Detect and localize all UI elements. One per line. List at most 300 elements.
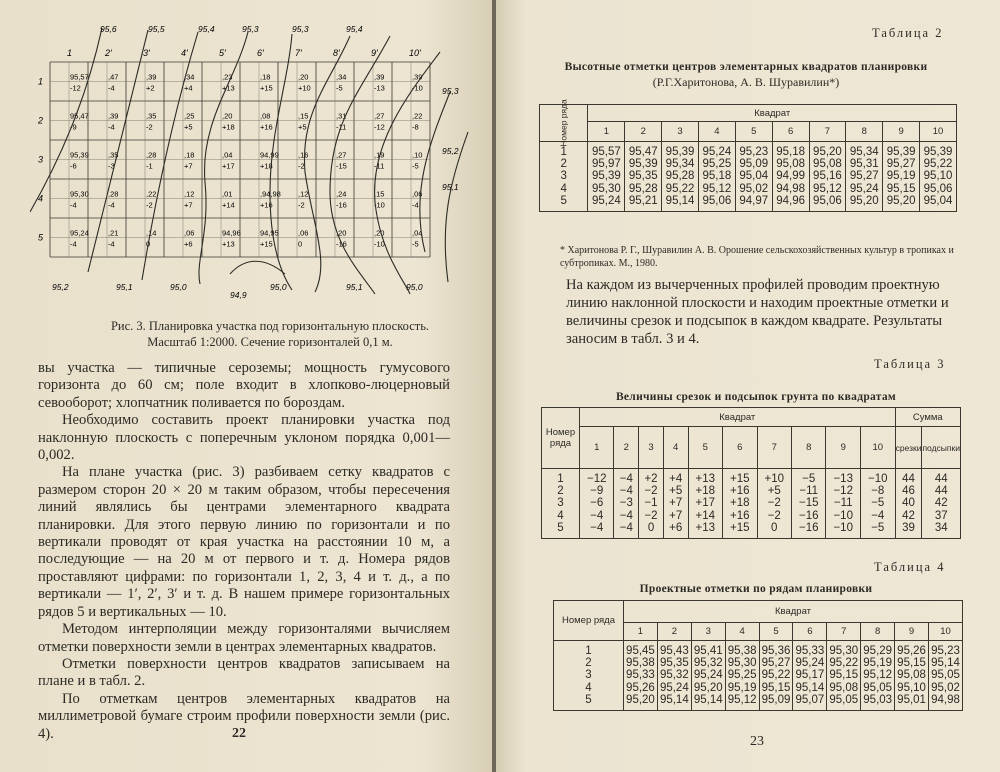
table4-title: Проектные отметки по рядам планировки xyxy=(639,583,873,595)
data-column xyxy=(792,469,826,539)
table-cell: 95,05 xyxy=(829,693,859,706)
contour-label: 95,4 xyxy=(198,24,215,34)
figure-caption xyxy=(60,318,480,350)
data-column xyxy=(691,641,725,711)
row-number: 3 xyxy=(557,497,564,510)
data-column xyxy=(580,469,614,539)
contour-label: 95,5 xyxy=(148,24,165,34)
table-cell: 95,22 xyxy=(761,669,791,682)
sum-header: Сумма xyxy=(895,408,960,427)
cell-cut-fill: +7 xyxy=(184,200,193,210)
table-cell: 95,32 xyxy=(659,669,689,682)
cell-cut-fill: +16 xyxy=(260,122,273,132)
table-cell: 95,08 xyxy=(776,158,805,171)
cell-elevation: ,31 xyxy=(336,111,347,121)
column-header: 1 xyxy=(580,427,614,469)
data-column xyxy=(883,142,920,212)
row-label: 5 xyxy=(38,232,44,243)
row-number: 5 xyxy=(585,693,592,706)
column-label: 8′ xyxy=(333,48,340,58)
cell-elevation: 94,95 xyxy=(260,228,279,238)
sum-cell: 44 xyxy=(902,473,915,485)
data-column xyxy=(920,142,957,212)
table-cell: 95,18 xyxy=(776,146,805,158)
table-cell: 95,07 xyxy=(795,693,825,706)
cell-elevation: ,24 xyxy=(336,189,347,199)
sum-cell: 37 xyxy=(934,509,948,522)
column-header: 2 xyxy=(657,623,691,641)
column-header: 7 xyxy=(827,623,861,641)
column-label: 2′ xyxy=(105,48,112,58)
cell-cut-fill: -4 xyxy=(108,239,115,249)
cell-cut-fill: -15 xyxy=(336,161,347,171)
cell-elevation: 95,24 xyxy=(70,228,89,238)
table-cell: −15 xyxy=(798,497,819,510)
table-cell: +13 xyxy=(695,521,716,534)
table-cell: −10 xyxy=(833,509,853,522)
table-cell: 95,21 xyxy=(628,194,658,207)
data-column xyxy=(929,641,963,711)
contour-label: 95,4 xyxy=(346,24,363,34)
data-column xyxy=(772,142,809,212)
cell-cut-fill: +2 xyxy=(146,83,155,93)
cell-cut-fill: -4 xyxy=(412,200,419,210)
table-cell: 95,04 xyxy=(739,170,769,183)
table-cell: 95,33 xyxy=(795,645,825,657)
data-column xyxy=(624,641,658,711)
table-cell: 95,34 xyxy=(665,158,695,171)
table-cell: 95,14 xyxy=(795,681,825,694)
cell-cut-fill: -4 xyxy=(108,122,115,132)
table-cell: 95,39 xyxy=(628,158,658,171)
paragraph: Необходимо составить проект планировки участка под наклонную плоскость с поперечным уклоном порядка 0,001—0,002. xyxy=(38,412,450,464)
cell-cut-fill: -16 xyxy=(336,200,347,210)
cell-cut-fill: +15 xyxy=(260,83,273,93)
cell-cut-fill: -5 xyxy=(412,161,419,171)
cell-elevation: 95,57 xyxy=(70,72,89,82)
table-cell: +16 xyxy=(730,509,750,522)
table-cell: 95,24 xyxy=(702,146,732,158)
cell-cut-fill: -1 xyxy=(146,161,153,171)
table-cell: −3 xyxy=(619,497,633,510)
table-cell: 94,98 xyxy=(931,693,960,706)
sum-cell: 42 xyxy=(934,497,948,510)
table-cell: 95,06 xyxy=(813,194,842,207)
row-number: 2 xyxy=(557,485,564,498)
cell-elevation: ,21 xyxy=(108,228,119,238)
table-cell: 94,99 xyxy=(776,170,805,183)
cell-elevation: ,23 xyxy=(222,72,233,82)
table-cell: −10 xyxy=(868,473,888,485)
table-cell: 95,14 xyxy=(665,194,695,207)
table-cell: 95,08 xyxy=(813,158,842,171)
data-column xyxy=(846,142,883,212)
table-cell: 95,27 xyxy=(761,657,791,670)
column-header: 3 xyxy=(639,427,664,469)
table-cell: 95,19 xyxy=(886,170,916,183)
table-cell: 95,25 xyxy=(727,669,757,682)
table-cell: −4 xyxy=(619,485,633,498)
cell-elevation: ,47 xyxy=(108,72,119,82)
cell-elevation: ,35 xyxy=(108,150,119,160)
cell-elevation: ,06 xyxy=(298,228,309,238)
group-header: Квадрат xyxy=(624,601,963,623)
table-cell: 95,39 xyxy=(665,146,695,158)
table-cell: 95,45 xyxy=(626,645,655,657)
table-cell: −4 xyxy=(871,509,885,522)
contour-label: 95,1 xyxy=(116,282,133,292)
table-cell: +13 xyxy=(695,473,716,485)
column-header: 3 xyxy=(691,623,725,641)
data-column xyxy=(793,641,827,711)
column-header: 4 xyxy=(663,427,688,469)
row-number: 3 xyxy=(585,669,592,682)
table-cell: −16 xyxy=(798,509,819,522)
cell-cut-fill: -13 xyxy=(374,83,385,93)
data-column xyxy=(663,469,688,539)
cell-cut-fill: -2 xyxy=(146,122,153,132)
table-cell: +4 xyxy=(669,473,683,485)
data-column xyxy=(725,641,759,711)
column-header: 2 xyxy=(625,122,662,142)
paragraph: На каждом из вычерченных профилей проводим проектную линию наклонной плоскости и находим проектные отметки и величины срезок и подсыпок в каждом квадрате. Результаты заносим в табл. 3 и 4. xyxy=(566,277,949,347)
table-cell: 95,19 xyxy=(727,681,757,694)
cell-elevation: ,39 xyxy=(412,72,423,82)
cell-elevation: ,18 xyxy=(184,150,195,160)
table-cell: 95,20 xyxy=(813,146,842,158)
table-cell: −4 xyxy=(619,473,633,485)
table4-label: Таблица 4 xyxy=(874,560,946,574)
table-cell: 95,39 xyxy=(923,146,953,158)
cell-cut-fill: -12 xyxy=(374,122,385,132)
table-cell: 95,18 xyxy=(702,170,732,183)
paragraph: Отметки поверхности центров квадратов записываем на плане и в табл. 2. xyxy=(38,655,450,690)
contour-line xyxy=(270,34,292,290)
table-cell: 95,43 xyxy=(659,645,689,657)
column-header: 4 xyxy=(725,623,759,641)
table-cell: 95,15 xyxy=(886,182,916,195)
table-cell: +7 xyxy=(669,509,683,522)
cell-elevation: ,35 xyxy=(146,111,157,121)
row-number-header: Номер ряда xyxy=(540,105,588,142)
table-cell: 95,25 xyxy=(702,158,732,171)
cell-elevation: ,25 xyxy=(184,111,195,121)
table-cell: −11 xyxy=(799,485,819,498)
paragraph: По отметкам центров элементарных квадратов на миллиметровой бумаге строим профили поверхности земли (рис. 4). xyxy=(38,690,450,742)
table-cell: 95,12 xyxy=(727,693,757,706)
cell-cut-fill: -3 xyxy=(108,161,115,171)
table-cell: 95,24 xyxy=(849,182,879,195)
cell-cut-fill: -10 xyxy=(374,200,385,210)
contour-label: 95,0 xyxy=(270,282,287,292)
right-body-text xyxy=(566,276,966,348)
data-column xyxy=(614,469,639,539)
table2-subtitle: (Р.Г.Харитонова, А. В. Шуравилин*) xyxy=(652,75,840,89)
table-cell: 95,57 xyxy=(591,146,621,158)
cell-cut-fill: 0 xyxy=(146,239,151,249)
table-cell: 95,20 xyxy=(849,194,879,207)
cell-elevation: 95,39 xyxy=(70,150,89,160)
cell-cut-fill: -16 xyxy=(336,239,347,249)
table-cell: +7 xyxy=(669,497,683,510)
sum-cell: 39 xyxy=(902,521,915,534)
row-number: 4 xyxy=(585,681,592,694)
cell-cut-fill: -8 xyxy=(412,122,419,132)
column-header: 3 xyxy=(662,122,699,142)
table-cell: 95,12 xyxy=(813,182,842,195)
contour-label: 95,0 xyxy=(406,282,423,292)
cell-elevation: ,34 xyxy=(336,72,347,82)
cell-elevation: ,06 xyxy=(184,228,195,238)
table-cell: −2 xyxy=(767,509,781,522)
data-column xyxy=(588,142,625,212)
table-cell: 95,12 xyxy=(702,182,732,195)
column-header: 9 xyxy=(826,427,860,469)
row-label: 3 xyxy=(38,154,44,165)
column-header: 5 xyxy=(759,623,793,641)
column-header: 6 xyxy=(772,122,809,142)
paragraph: Методом интерполяции между горизонталями вычисляем отметки поверхности земли в центрах элементарных квадратов. xyxy=(38,621,450,655)
table-cell: 95,22 xyxy=(829,657,859,670)
cell-cut-fill: 0 xyxy=(298,239,303,249)
figure-3-plan xyxy=(30,22,470,312)
table-cell: 95,10 xyxy=(923,170,953,183)
table-cell: 95,24 xyxy=(659,681,689,694)
column-label: 10′ xyxy=(409,48,421,58)
table-cell: −9 xyxy=(590,485,604,498)
cell-elevation: ,16 xyxy=(298,150,309,160)
table-cell: 0 xyxy=(771,521,778,534)
cell-cut-fill: -10 xyxy=(374,239,385,249)
cell-cut-fill: -5 xyxy=(336,83,343,93)
column-header: 10 xyxy=(920,122,957,142)
cell-cut-fill: +7 xyxy=(184,161,193,171)
cell-cut-fill: +17 xyxy=(222,161,235,171)
cell-elevation: ,04 xyxy=(222,150,233,160)
column-header: 10 xyxy=(929,623,963,641)
column-label: 9′ xyxy=(371,48,378,58)
cell-cut-fill: -12 xyxy=(70,83,81,93)
table-cell: 95,30 xyxy=(591,182,621,195)
table-cell: 95,22 xyxy=(665,182,695,195)
cell-cut-fill: -2 xyxy=(298,161,305,171)
table-cell: 95,06 xyxy=(923,182,953,195)
table-cell: 95,16 xyxy=(813,170,842,183)
row-number-column xyxy=(554,641,624,711)
table-cell: −11 xyxy=(833,497,853,510)
cell-elevation: ,12 xyxy=(184,189,195,199)
column-header: 4 xyxy=(698,122,735,142)
table-cell: 95,33 xyxy=(626,669,655,682)
table-cell: −4 xyxy=(590,521,604,534)
cell-cut-fill: -9 xyxy=(70,122,77,132)
cell-elevation: 94,96 xyxy=(222,228,241,238)
page-number-left: 22 xyxy=(232,726,246,741)
cell-elevation: 94,99 xyxy=(260,150,279,160)
table-cell: −4 xyxy=(590,509,604,522)
table-cell: +16 xyxy=(730,485,750,498)
row-label: 2 xyxy=(38,115,44,126)
cell-cut-fill: +18 xyxy=(222,122,235,132)
sum-cell: 34 xyxy=(934,521,948,534)
table-cell: 95,39 xyxy=(591,170,621,183)
cell-cut-fill: +5 xyxy=(184,122,193,132)
table-cell: +15 xyxy=(730,473,750,485)
cell-cut-fill: +15 xyxy=(260,239,273,249)
data-column xyxy=(735,142,772,212)
table-cell: 95,15 xyxy=(829,669,859,682)
table-cell: 95,30 xyxy=(727,657,757,670)
table-cell: 95,20 xyxy=(693,681,723,694)
row-label: 4 xyxy=(38,193,44,204)
table-cell: 95,34 xyxy=(849,146,879,158)
column-header: 1 xyxy=(588,122,625,142)
cell-elevation: ,04 xyxy=(412,228,423,238)
contour-line xyxy=(230,261,285,274)
table-cell: 95,26 xyxy=(897,645,926,657)
table-cell: 95,39 xyxy=(886,146,916,158)
row-number: 5 xyxy=(557,521,564,534)
table-cell: 95,02 xyxy=(739,182,769,195)
table-cell: 95,15 xyxy=(897,657,926,670)
cell-elevation: ,20 xyxy=(374,228,385,238)
column-header: 5 xyxy=(735,122,772,142)
table-cell: 95,24 xyxy=(591,194,621,207)
table-cell: 94,96 xyxy=(776,194,805,207)
table-cell: −12 xyxy=(833,485,853,498)
footnote: * Харитонова Р. Г., Шуравилин А. В. Орошение сельскохозяйственных культур в тропиках и субтропиках. М., 1980. xyxy=(560,245,954,269)
table-cell: +5 xyxy=(669,485,683,498)
contour-label: 95,3 xyxy=(242,24,259,34)
table-cell: 95,20 xyxy=(626,693,655,706)
cell-cut-fill: +10 xyxy=(298,83,311,93)
caption-line-2: Масштаб 1:2000. Сечение горизонталей 0,1 м. xyxy=(147,335,393,349)
table-cell: 0 xyxy=(647,521,655,534)
table-cell: +6 xyxy=(669,521,683,534)
sum-cell: 44 xyxy=(934,473,948,485)
cell-elevation: ,22 xyxy=(146,189,157,199)
table-cell: −1 xyxy=(644,497,658,510)
paragraph: На плане участка (рис. 3) разбиваем сетку квадратов с размером сторон 20 × 20 м таким образом, чтобы пересечения линий являлись бы центрами элементарного квадрата планировки. Для этого первую линию по горизонтали и по вертикали проводят от края участка на расстоянии 10 м, а последующие — на 20 м от первого и т. д. Номера рядов проставляют цифрами: по горизонтали 1, 2, 3, 4 и т. д., а по вертикали — 1′, 2′, 3′ и т. д. В нашем примере горизонтальных рядов 5 и вертикальных — 10. xyxy=(38,464,450,620)
cell-elevation: ,34 xyxy=(184,72,195,82)
row-number: 1 xyxy=(585,645,592,657)
data-column xyxy=(757,469,791,539)
row-number: 1 xyxy=(557,473,564,485)
table-cell: 95,30 xyxy=(829,645,859,657)
column-label: 3′ xyxy=(143,48,150,58)
column-header: 9 xyxy=(895,623,929,641)
data-column xyxy=(723,469,757,539)
group-header: Квадрат xyxy=(588,105,957,122)
table-cell: +14 xyxy=(695,509,716,522)
row-number-header: Номер ряда xyxy=(554,601,624,641)
column-header: 6 xyxy=(793,623,827,641)
table-cell: −13 xyxy=(833,473,853,485)
row-number: 2 xyxy=(560,158,567,171)
page-number-right: 23 xyxy=(750,734,764,749)
contour-label: 95,2 xyxy=(52,282,69,292)
cell-cut-fill: -2 xyxy=(298,200,305,210)
cell-cut-fill: +4 xyxy=(184,83,193,93)
right-page xyxy=(496,0,1000,772)
table-cell: 95,28 xyxy=(665,170,695,183)
contour-label: 95,6 xyxy=(100,24,117,34)
cell-elevation: ,06 xyxy=(412,189,423,199)
left-page xyxy=(0,0,492,772)
table3 xyxy=(541,407,961,539)
sum-cell: 46 xyxy=(902,485,915,498)
cell-cut-fill: +13 xyxy=(222,83,235,93)
row-number: 2 xyxy=(585,657,592,670)
table-cell: 95,47 xyxy=(628,146,658,158)
table-cell: 95,31 xyxy=(849,158,879,171)
sum-column xyxy=(922,469,961,539)
cell-cut-fill: -6 xyxy=(70,161,77,171)
table-cell: 95,38 xyxy=(626,657,655,670)
column-header: 6 xyxy=(723,427,757,469)
table-cell: 95,26 xyxy=(626,681,655,694)
cell-elevation: ,20 xyxy=(336,228,347,238)
table-cell: 95,06 xyxy=(702,194,732,207)
column-header: 10 xyxy=(860,427,895,469)
table-cell: 95,08 xyxy=(897,669,926,682)
table-cell: 95,24 xyxy=(693,669,723,682)
cell-elevation: ,39 xyxy=(146,72,157,82)
column-header: 7 xyxy=(809,122,846,142)
data-column xyxy=(688,469,722,539)
table-cell: 95,29 xyxy=(863,645,893,657)
sum-cell: 40 xyxy=(902,497,915,510)
table-cell: −5 xyxy=(871,497,885,510)
cell-cut-fill: -4 xyxy=(108,83,115,93)
data-column xyxy=(827,641,861,711)
column-header: 5 xyxy=(688,427,722,469)
left-body-text xyxy=(38,360,450,743)
cell-elevation: ,18 xyxy=(260,72,271,82)
table-cell: +18 xyxy=(695,485,716,498)
table-cell: 95,23 xyxy=(739,146,769,158)
row-number: 5 xyxy=(560,194,567,207)
table-cell: 95,23 xyxy=(931,645,960,657)
data-column xyxy=(698,142,735,212)
data-column xyxy=(657,641,691,711)
cell-elevation: ,94,98 xyxy=(260,189,281,199)
row-label: 1 xyxy=(38,76,44,87)
table2-title: Высотные отметки центров элементарных квадратов планировки xyxy=(564,61,928,73)
table-cell: −2 xyxy=(644,485,658,498)
column-label: 5′ xyxy=(219,48,226,58)
cell-cut-fill: +6 xyxy=(184,239,193,249)
sum-cell: 44 xyxy=(934,485,948,498)
cell-elevation: ,12 xyxy=(298,189,309,199)
table-cell: 95,38 xyxy=(727,645,757,657)
column-label: 4′ xyxy=(181,48,188,58)
cell-elevation: ,15 xyxy=(374,189,385,199)
data-column xyxy=(860,469,895,539)
column-header: 9 xyxy=(883,122,920,142)
cell-elevation: ,20 xyxy=(298,72,309,82)
data-column xyxy=(895,641,929,711)
table-cell: 94,97 xyxy=(739,194,769,207)
paragraph: вы участка — типичные сероземы; мощность гумусового горизонта до 60 см; поле входит в хлопково-люцерновый севооборот; хлопчатник поливается по бороздам. xyxy=(38,360,450,411)
cell-cut-fill: -5 xyxy=(412,239,419,249)
column-label: 7′ xyxy=(295,48,302,58)
column-label: 6′ xyxy=(257,48,264,58)
table-cell: 95,14 xyxy=(659,693,689,706)
column-header: 8 xyxy=(861,623,895,641)
data-column xyxy=(861,641,895,711)
table3-label: Таблица 3 xyxy=(874,357,946,371)
